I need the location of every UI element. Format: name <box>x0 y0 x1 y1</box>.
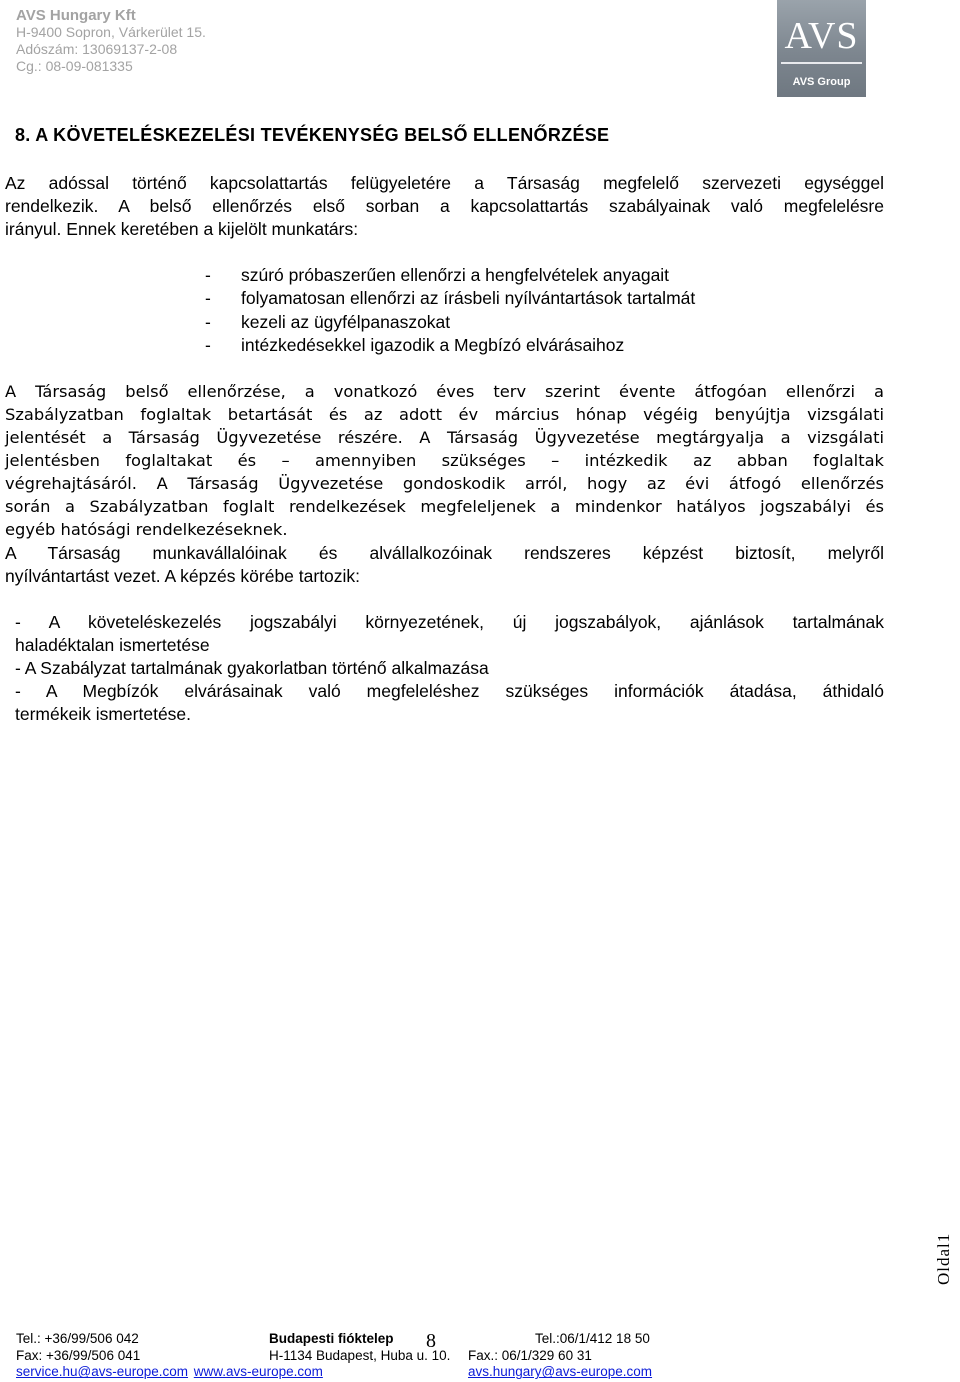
header-info <box>16 7 206 75</box>
footer-branch-fax: Fax.: 06/1/329 60 31 <box>468 1347 592 1363</box>
paragraph-line: A Társaság belső ellenőrzése, a vonatkozó éves terv szerint évente átfogóan ellenőrzi a <box>5 382 884 401</box>
paragraph-line: Az adóssal történő kapcsolattartás felügyeletére a Társaság megfelelő szervezeti egységgel <box>5 173 884 193</box>
logo-letters: AVS <box>784 15 859 57</box>
task-list <box>205 264 695 357</box>
footer-email-link[interactable]: service.hu@avs-europe.com <box>16 1364 189 1380</box>
registration-number: Cg.: 08-09-081335 <box>16 58 133 74</box>
list-item: - szúró próbaszerűen ellenőrzi a hengfelvételek anyagait <box>205 264 695 287</box>
list-item: - folyamatosan ellenőrzi az írásbeli nyílvántartások tartalmát <box>205 287 695 310</box>
paragraph-line: jelentését a Társaság Ügyvezetése részére. A Társaság Ügyvezetése megtárgyalja a vizsgálati <box>5 428 884 447</box>
tax-id: Adószám: 13069137-2-08 <box>16 41 178 57</box>
training-paragraph <box>5 542 884 588</box>
avs-logo <box>777 0 866 97</box>
paragraph-line: haladéktalan ismertetése <box>15 635 210 655</box>
paragraph-line: rendelkezik. A belső ellenőrzés első sorban a kapcsolattartás szabályainak való megfelelésre <box>5 196 884 216</box>
intro-paragraph <box>5 172 884 241</box>
paragraph-line: - A követeléskezelés jogszabályi környezetének, új jogszabályok, ajánlások tartalmának <box>15 612 884 632</box>
footer-branch <box>269 1331 450 1364</box>
audit-paragraph <box>5 380 884 541</box>
paragraph-line: A Társaság munkavállalóinak és alvállalkozóinak rendszeres képzést biztosít, melyről <box>5 543 884 563</box>
footer-web-link[interactable]: www.avs-europe.com <box>193 1364 323 1380</box>
paragraph-line: jelentésben foglaltakat és – amennyiben szükséges – intézkedik az abban foglaltak <box>5 451 884 470</box>
logo-group-text: AVS Group <box>792 76 851 88</box>
branch-title: Budapesti fióktelep <box>269 1331 394 1346</box>
list-item: - kezeli az ügyfélpanaszokat <box>205 311 695 334</box>
footer-branch-email-link[interactable]: avs.hungary@avs-europe.com <box>468 1364 653 1380</box>
paragraph-line: irányul. Ennek keretében a kijelölt munkatárs: <box>5 219 359 239</box>
list-item-text: szúró próbaszerűen ellenőrzi a hengfelvételek anyagait <box>241 265 670 285</box>
paragraph-line: termékeik ismertetése. <box>15 704 192 724</box>
paragraph-line: nyílvántartást vezet. A képzés körébe tartozik: <box>5 566 361 586</box>
footer-tel: Tel.: +36/99/506 042 <box>16 1331 139 1346</box>
training-topics <box>15 611 884 726</box>
paragraph-line: - A Megbízók elvárásainak való megfeleléshez szükséges információk átadása, áthidaló <box>15 681 884 701</box>
footer-branch-tel: Tel.:06/1/412 18 50 <box>535 1331 650 1346</box>
side-page-label: Oldal1 <box>934 1232 953 1285</box>
branch-address: H-1134 Budapest, Huba u. 10. <box>269 1347 451 1363</box>
paragraph-line: során a Szabályzatban foglalt rendelkezések megfeleljenek a mindenkor hatályos jogszabályi és <box>5 497 884 516</box>
list-item-text: intézkedésekkel igazodik a Megbízó elvárásaihoz <box>241 334 625 355</box>
paragraph-line: Szabályzatban foglaltak betartását és az adott év március hónap végéig benyújtja vizsgálati <box>5 405 884 424</box>
list-item: - intézkedésekkel igazodik a Megbízó elvárásaihoz <box>205 334 695 357</box>
paragraph-line: végrehajtásáról. A Társaság Ügyvezetése gondoskodik arról, hogy az évi átfogó ellenőrzés <box>5 474 884 493</box>
page-number: 8 <box>426 1330 436 1352</box>
list-item-text: folyamatosan ellenőrzi az írásbeli nyílvántartások tartalmát <box>241 288 696 309</box>
logo-divider <box>781 62 862 64</box>
list-item-text: kezeli az ügyfélpanaszokat <box>241 311 451 332</box>
footer-fax: Fax: +36/99/506 041 <box>16 1347 141 1363</box>
paragraph-line: - A Szabályzat tartalmának gyakorlatban történő alkalmazása <box>15 658 489 678</box>
company-name: AVS Hungary Kft <box>16 7 136 24</box>
section-title: 8. A KÖVETELÉSKEZELÉSI TEVÉKENYSÉG BELSŐ ELLENŐRZÉSE <box>15 125 610 145</box>
footer-right <box>468 1331 652 1381</box>
paragraph-line: egyéb hatósági rendelkezéseknek. <box>5 520 288 539</box>
company-address: H-9400 Sopron, Várkerület 15. <box>16 24 206 40</box>
